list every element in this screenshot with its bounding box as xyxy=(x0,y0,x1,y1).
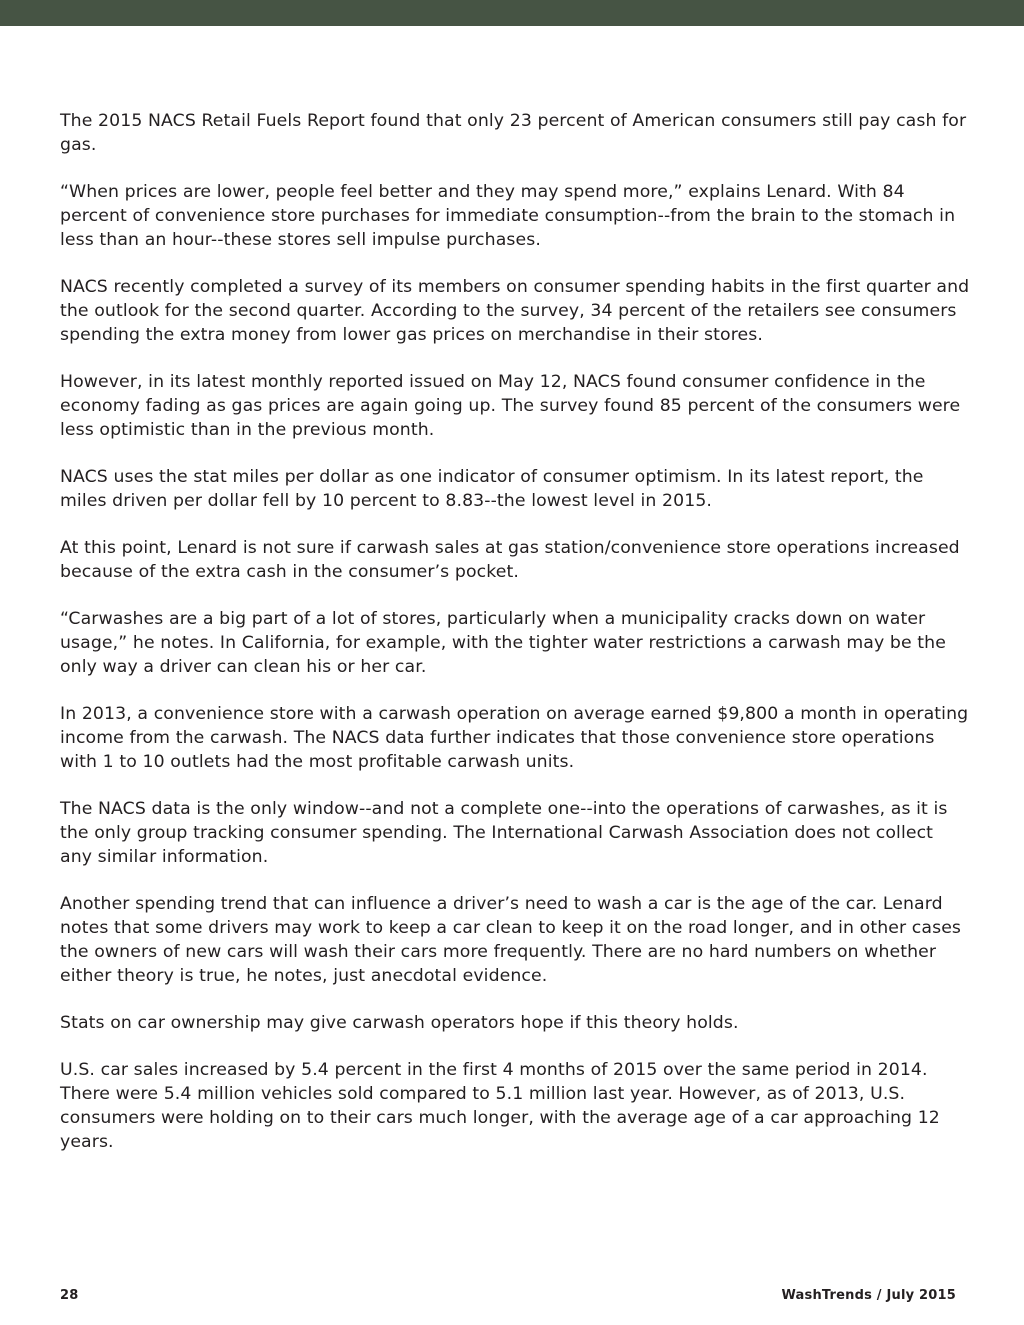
paragraph: However, in its latest monthly reported issued on May 12, NACS found consumer confidence in the economy fading as gas prices are again going up. The survey found 85 percent of the consumers were less optimistic than in the previous month. xyxy=(60,372,961,440)
paragraph: NACS uses the stat miles per dollar as one indicator of consumer optimism. In its latest report, the miles driven per dollar fell by 10 percent to 8.83--the lowest level in 2015. xyxy=(60,467,924,511)
page-number: 28 xyxy=(60,1288,79,1303)
paragraph: NACS recently completed a survey of its members on consumer spending habits in the first quarter and the outlook for the second quarter. According to the survey, 34 percent of the retailers see consumers spending the extra money from lower gas prices on merchandise in their stores. xyxy=(60,277,970,345)
paragraph: At this point, Lenard is not sure if carwash sales at gas station/convenience store operations increased because of the extra cash in the consumer’s pocket. xyxy=(60,538,960,582)
article-body xyxy=(60,109,970,1177)
paragraph: The 2015 NACS Retail Fuels Report found that only 23 percent of American consumers still pay cash for gas. xyxy=(60,111,967,155)
publication-credit: WashTrends / July 2015 xyxy=(781,1288,956,1303)
paragraph: “When prices are lower, people feel better and they may spend more,” explains Lenard. With 84 percent of convenience store purchases for immediate consumption--from the brain to the stomach in less than an hour--these stores sell impulse purchases. xyxy=(60,182,956,250)
paragraph: U.S. car sales increased by 5.4 percent in the first 4 months of 2015 over the same period in 2014. There were 5.4 million vehicles sold compared to 5.1 million last year. However, as of 2013, U.S. consumers were holding on to their cars much longer, with the average age of a car approaching 12 years. xyxy=(60,1060,940,1152)
paragraph: Another spending trend that can influence a driver’s need to wash a car is the age of the car. Lenard notes that some drivers may work to keep a car clean to keep it on the road longer, and in other cases the owners of new cars will wash their cars more frequently. There are no hard numbers on whether either theory is true, he notes, just anecdotal evidence. xyxy=(60,894,962,986)
paragraph: “Carwashes are a big part of a lot of stores, particularly when a municipality cracks down on water usage,” he notes. In California, for example, with the tighter water restrictions a carwash may be the only way a driver can clean his or her car. xyxy=(60,609,946,677)
paragraph: The NACS data is the only window--and not a complete one--into the operations of carwashes, as it is the only group tracking consumer spending. The International Carwash Association does not collect any similar information. xyxy=(60,799,948,867)
paragraph: Stats on car ownership may give carwash operators hope if this theory holds. xyxy=(60,1013,739,1033)
header-color-bar xyxy=(0,0,1024,26)
paragraph: In 2013, a convenience store with a carwash operation on average earned $9,800 a month in operating income from the carwash. The NACS data further indicates that those convenience store operations with 1 to 10 outlets had the most profitable carwash units. xyxy=(60,704,969,772)
